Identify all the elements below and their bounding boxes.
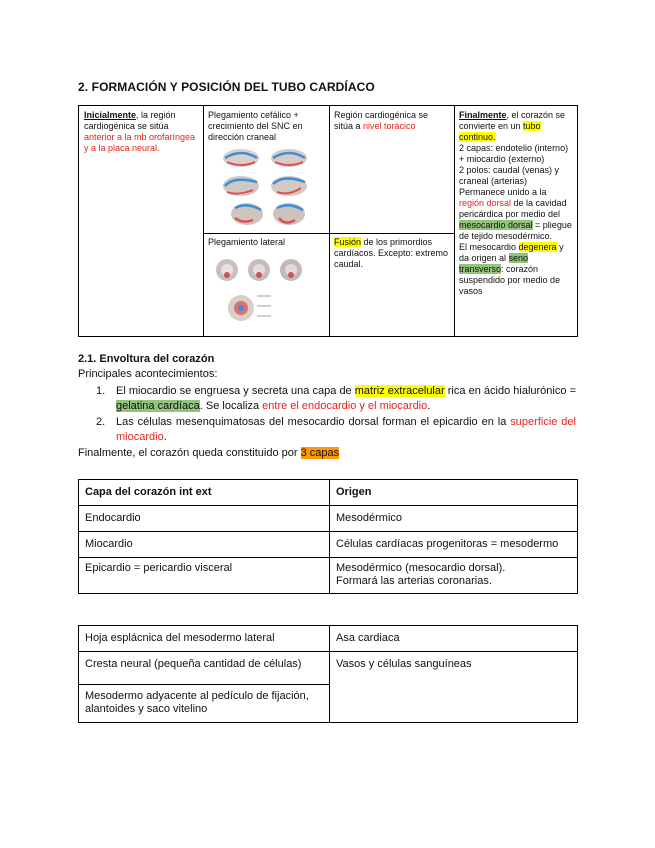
embryo-section-2 <box>248 259 270 281</box>
table-cell: Vasos y células sanguíneas <box>330 652 578 723</box>
header-layer: Capa del corazón int ext <box>79 480 330 506</box>
grid-cell-thoracic: Región cardiogénica se sitúa a nivel torácico <box>334 110 429 131</box>
grid-cell-lateral: Plegamiento lateral <box>208 237 286 247</box>
embryo-figure-5 <box>231 203 263 225</box>
formation-grid <box>78 105 578 337</box>
embryo-figure-6 <box>273 203 305 225</box>
embryo-figure-4 <box>271 176 307 196</box>
table-cell: Miocardio <box>79 532 330 558</box>
table-header-row <box>79 480 578 506</box>
final-text: Finalmente, el corazón queda constituido por 3 capas <box>78 447 340 459</box>
table-row <box>79 652 578 685</box>
label-line-group <box>257 296 271 316</box>
grid-cell-final: Finalmente, el corazón se convierte en un tubo continuo. 2 capas: endotelio (interno) + miocardio (externo) 2 polos: caudal (venas) y craneal (arterias) Permanece unido a la región dorsal de la cavidad pericárdica por medio del mesocardio dorsal = pliegue de tejido mesodérmico. El mesocardio degenera y da origen al seno transverso: corazón suspendido por medio de vasos <box>459 110 572 296</box>
table-cell: Mesodermo adyacente al pedículo de fijación, alantoides y saco vitelino <box>79 685 330 723</box>
table-row <box>79 506 578 532</box>
embryo-figure-3 <box>223 176 259 196</box>
table-cell: Epicardio = pericardio visceral <box>79 558 330 594</box>
table-cell: Hoja esplácnica del mesodermo lateral <box>79 626 330 652</box>
origins-table <box>78 625 578 723</box>
embryo-section-3 <box>280 259 302 281</box>
embryo-section-1 <box>216 259 238 281</box>
grid-cell-initial: Inicialmente, la región cardiogénica se sitúa anterior a la mb orofaríngea y a la placa neural. <box>84 110 196 153</box>
header-origin: Origen <box>330 480 578 506</box>
table-cell: Células cardíacas progenitoras = mesodermo <box>330 532 578 558</box>
section-title: 2. FORMACIÓN Y POSICIÓN DEL TUBO CARDÍACO <box>78 80 375 94</box>
table-cell: Mesodérmico (mesocardio dorsal). Formará las arterias coronarias. <box>330 558 578 594</box>
table-row <box>79 626 578 652</box>
subsection-title: 2.1. Envoltura del corazón <box>78 353 215 365</box>
lateral-folding-illustration <box>211 256 323 336</box>
table-cell: Asa cardiaca <box>330 626 578 652</box>
embryo-figure-2 <box>271 149 307 167</box>
table-row <box>79 532 578 558</box>
embryo-section-4 <box>228 295 254 321</box>
grid-cell-cephalic: Plegamiento cefálico + crecimiento del SNC en dirección craneal <box>208 110 303 142</box>
intro-text: Principales acontecimientos: <box>78 368 218 380</box>
cephalic-folding-illustration <box>213 146 321 230</box>
table-row <box>79 558 578 594</box>
table-cell: Mesodérmico <box>330 506 578 532</box>
document-page: 2. FORMACIÓN Y POSICIÓN DEL TUBO CARDÍACO Inicialmente, la región cardiogénica se sitúa anterior a la mb orofaríngea y a la placa neural. Plegamiento cefálico + crecimiento del SNC en dirección craneal Plegamiento lateral Región cardiogénica se sitúa a nivel torácico Fusión de los primordios cardíacos. Excepto: extremo caudal. Finalmente, el corazón se convierte en un tubo continuo. 2 capas: endotelio (interno) + miocardio (externo) 2 polos: caudal (venas) y craneal (arterias) Permanece unido a la región dorsal de la cavidad pericárdica por medio del mesocardio dorsal = pliegue de tejido mesodérmico. El mesocardio degenera y da origen al seno transverso: corazón suspendido por medio de vasos 2.1. Envoltura del corazón Principales acontecimientos: 1. El miocardio se engruesa y secreta una capa de matriz extracelular rica en ácido hialurónico = gelatina cardíaca. Se localiza entre el endocardio y el miocardio. 2. Las células mesenquimatosas del mesocardio dorsal forman el epicardio en la superficie del miocardio. Finalmente, el corazón queda constituido por 3 capas Capa del corazón int ext Origen Endocardio Mesodérmico Miocardio Células cardíacas progenitoras = mesodermo Epicardio = pericardio visceral Mesodérmico (mesocardio dorsal). Formará las arterias coronarias. Hoja esplácnica del mesodermo lateral Asa cardiaca Cresta neural (pequeña cantidad de células) Vasos y células sanguíneas Mesodermo adyacente al pedículo de fijación, alantoides y saco vitelino <box>0 0 655 848</box>
embryo-figure-1 <box>223 149 259 167</box>
table-cell: Endocardio <box>79 506 330 532</box>
table-cell: Cresta neural (pequeña cantidad de células) <box>79 652 330 685</box>
grid-cell-fusion: Fusión de los primordios cardíacos. Excepto: extremo caudal. <box>334 237 449 269</box>
layers-table <box>78 479 578 594</box>
